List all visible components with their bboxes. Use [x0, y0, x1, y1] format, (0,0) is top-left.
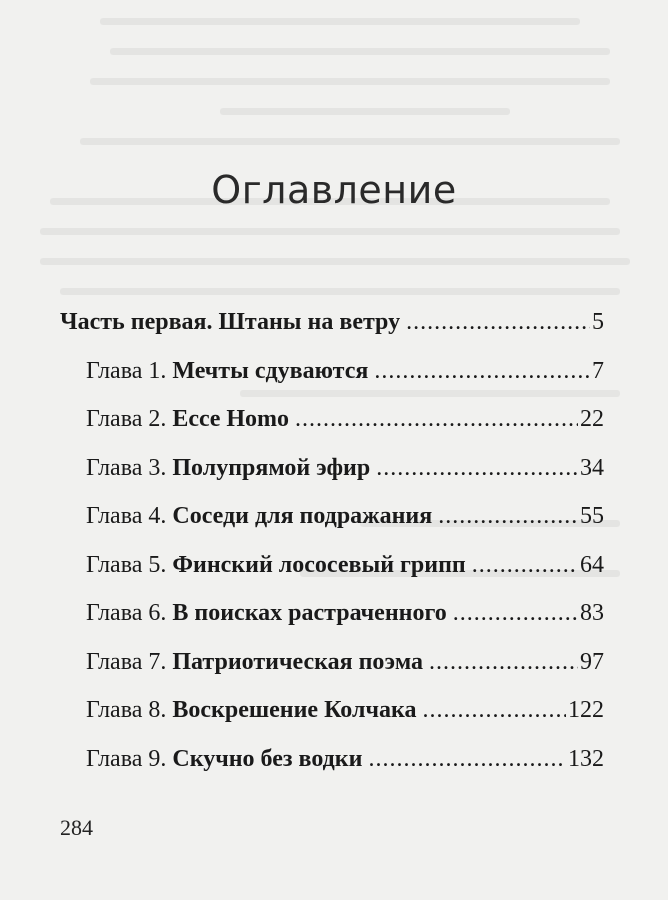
chapter-page-number: 122 [568, 697, 604, 723]
dot-leader [376, 451, 578, 485]
chapter-number: Глава 9. [86, 745, 167, 772]
toc-chapter-entry [60, 742, 604, 776]
chapter-title: Мечты сдуваются [172, 357, 369, 384]
chapter-title: Финский лососевый грипп [172, 551, 466, 578]
chapter-number: Глава 1. [86, 357, 167, 384]
dot-leader [429, 645, 578, 679]
toc-chapter-entry [60, 451, 604, 485]
dot-leader [438, 499, 578, 533]
chapter-number: Глава 5. [86, 551, 167, 578]
dot-leader [472, 548, 578, 582]
toc-chapter-entry [60, 499, 604, 533]
dot-leader [422, 693, 566, 727]
chapter-number: Глава 2. [86, 406, 167, 432]
chapter-title: Соседи для подражания [172, 503, 433, 529]
chapter-page-number: 97 [580, 648, 604, 675]
dot-leader [406, 305, 590, 339]
chapter-title: Воскрешение Колчака [172, 697, 417, 723]
chapter-page-number: 22 [580, 406, 604, 432]
toc-chapter-entry [60, 548, 604, 582]
chapter-number: Глава 4. [86, 503, 167, 529]
chapter-title: Ecce Homo [172, 406, 289, 432]
dot-leader [453, 596, 578, 630]
chapter-page-number: 7 [592, 357, 604, 384]
table-of-contents [60, 305, 604, 790]
toc-chapter-entry [60, 645, 604, 679]
part-title: Часть первая. Штаны на ветру [60, 309, 401, 335]
chapter-page-number: 34 [580, 454, 604, 481]
part-page-number: 5 [592, 309, 604, 335]
chapter-title: Полупрямой эфир [172, 454, 371, 481]
chapter-number: Глава 6. [86, 600, 167, 626]
chapter-title: Скучно без водки [172, 745, 363, 772]
toc-chapter-entry [60, 402, 604, 436]
chapter-number: Глава 7. [86, 648, 167, 675]
chapter-title: В поисках растраченного [172, 600, 447, 626]
toc-chapter-entry [60, 693, 604, 727]
chapter-page-number: 132 [568, 745, 604, 772]
toc-chapter-entry [60, 596, 604, 630]
chapter-page-number: 64 [580, 551, 604, 578]
chapter-number: Глава 8. [86, 697, 167, 723]
page-title: Оглавление [211, 168, 457, 212]
chapter-number: Глава 3. [86, 454, 167, 481]
dot-leader [374, 354, 590, 388]
toc-chapter-entry [60, 354, 604, 388]
dot-leader [368, 742, 566, 776]
chapter-page-number: 55 [580, 503, 604, 529]
page-number: 284 [60, 815, 93, 840]
chapter-title: Патриотическая поэма [172, 648, 424, 675]
toc-part-entry [60, 305, 604, 339]
dot-leader [295, 402, 578, 436]
chapter-page-number: 83 [580, 600, 604, 626]
